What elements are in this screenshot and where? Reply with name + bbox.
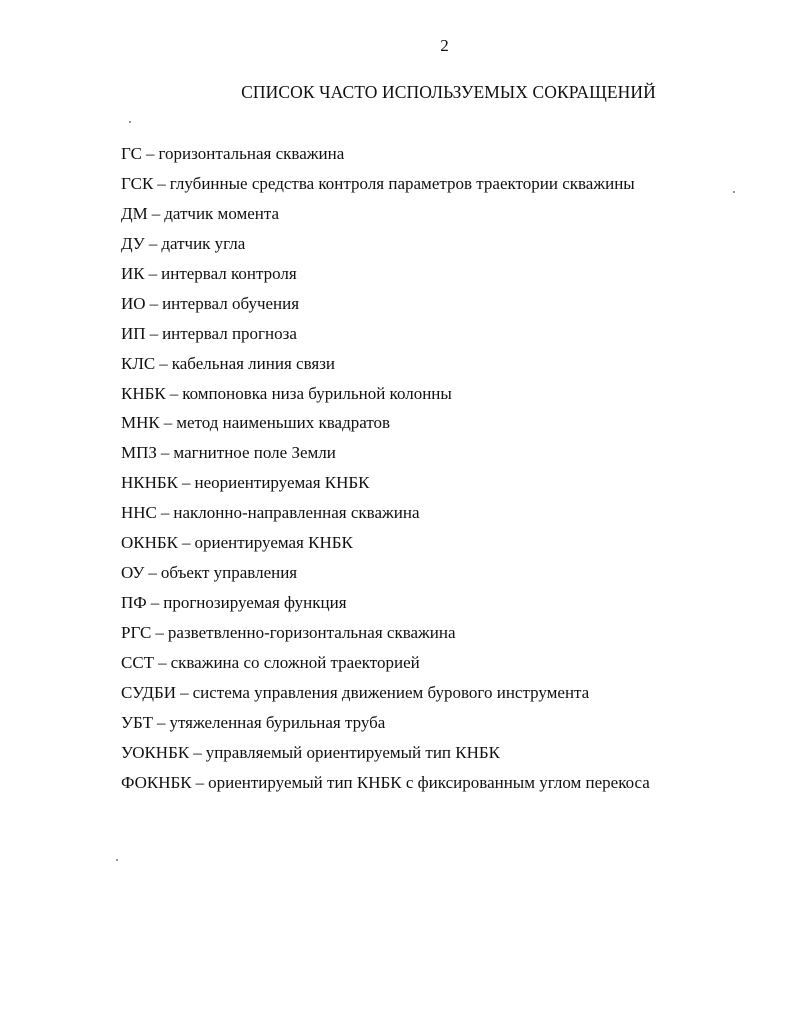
abbreviation: ГСК [121, 173, 154, 193]
list-item [121, 681, 650, 711]
abbreviation-list [121, 142, 650, 801]
separator-dash: – [145, 144, 155, 163]
abbreviation: ГС [121, 144, 142, 163]
list-item [121, 172, 650, 202]
separator-dash: – [150, 593, 160, 613]
separator-dash: – [157, 173, 166, 193]
list-item [121, 202, 650, 232]
abbreviation-meaning: объект управления [160, 563, 298, 583]
list-item [121, 382, 650, 412]
separator-dash: – [182, 473, 191, 493]
abbreviation-meaning: ориентируемый тип КНБК с фиксированным углом перекоса [208, 772, 650, 792]
list-item [121, 441, 650, 471]
separator-dash: – [195, 772, 205, 792]
abbreviation: ПФ [121, 593, 147, 613]
abbreviation-meaning: неориентируемая КНБК [194, 473, 370, 493]
abbreviation-meaning: магнитное поле Земли [173, 443, 336, 463]
abbreviation-meaning: метод наименьших квадратов [176, 413, 391, 433]
abbreviation-meaning: ориентируемая КНБК [194, 533, 353, 553]
list-item [121, 771, 650, 801]
abbreviation: КНБК [121, 383, 166, 403]
list-item [121, 292, 650, 322]
list-item [121, 561, 650, 591]
abbreviation-meaning: прогнозируемая функция [163, 593, 347, 613]
separator-dash: – [155, 623, 164, 642]
separator-dash: – [160, 503, 170, 523]
list-item [121, 262, 650, 292]
list-item [121, 501, 650, 531]
abbreviation: ОКНБК [121, 533, 178, 553]
abbreviation: КЛС [121, 353, 156, 373]
abbreviation-meaning: датчик момента [164, 203, 280, 223]
abbreviation: НКНБК [121, 473, 178, 493]
separator-dash: – [159, 353, 168, 373]
abbreviation: ОУ [121, 563, 145, 583]
separator-dash: – [148, 563, 157, 583]
abbreviation-meaning: разветвленно-горизонтальная скважина [167, 623, 456, 642]
abbreviation: ФОКНБК [121, 772, 192, 792]
list-item [121, 711, 650, 741]
separator-dash: – [180, 682, 189, 702]
list-item [121, 471, 650, 501]
list-item [121, 232, 650, 262]
separator-dash: – [160, 443, 170, 463]
abbreviation: ИО [121, 293, 146, 313]
abbreviation-meaning: датчик угла [161, 233, 246, 253]
abbreviation: ДУ [121, 233, 145, 253]
separator-dash: – [149, 293, 159, 313]
separator-dash: – [148, 233, 158, 253]
page-title: СПИСОК ЧАСТО ИСПОЛЬЗУЕМЫХ СОКРАЩЕНИЙ [241, 82, 656, 102]
separator-dash: – [163, 413, 173, 433]
page-number: 2 [440, 36, 449, 55]
abbreviation-meaning: интервал контроля [161, 263, 297, 283]
abbreviation-meaning: компоновка низа бурильной колонны [182, 383, 452, 403]
separator-dash: – [156, 712, 166, 732]
separator-dash: – [158, 652, 167, 672]
abbreviation: ННС [121, 503, 157, 523]
list-item [121, 531, 650, 561]
separator-dash: – [149, 323, 159, 343]
list-item [121, 651, 650, 681]
separator-dash: – [148, 263, 158, 283]
abbreviation-meaning: управляемый ориентируемый тип КНБК [205, 742, 500, 762]
abbreviation: ССТ [121, 652, 155, 672]
list-item [121, 741, 650, 771]
list-item [121, 411, 650, 441]
abbreviation: УОКНБК [121, 742, 190, 762]
abbreviation: МНК [121, 413, 160, 433]
abbreviation-meaning: утяжеленная бурильная труба [169, 712, 386, 732]
abbreviation: РГС [121, 623, 152, 642]
abbreviation-meaning: интервал прогноза [162, 323, 297, 343]
abbreviation-meaning: глубинные средства контроля параметров траектории скважины [169, 173, 635, 193]
scan-speck [733, 191, 735, 193]
list-item [121, 591, 650, 621]
abbreviation-meaning: кабельная линия связи [171, 353, 336, 373]
list-item [121, 352, 650, 382]
list-item [121, 322, 650, 352]
abbreviation-meaning: наклонно-направленная скважина [173, 503, 420, 523]
abbreviation: ИП [121, 323, 146, 343]
abbreviation: УБТ [121, 712, 153, 732]
abbreviation: ИК [121, 263, 145, 283]
separator-dash: – [193, 742, 202, 762]
list-item [121, 142, 650, 172]
abbreviation-meaning: скважина со сложной траекторией [170, 652, 420, 672]
abbreviation-meaning: интервал обучения [162, 293, 300, 313]
scan-speck [116, 859, 118, 861]
scan-speck [129, 121, 131, 123]
separator-dash: – [169, 383, 179, 403]
abbreviation: МПЗ [121, 443, 157, 463]
abbreviation: ДМ [121, 203, 148, 223]
separator-dash: – [182, 533, 191, 553]
abbreviation-meaning: горизонтальная скважина [158, 144, 345, 163]
separator-dash: – [151, 203, 161, 223]
abbreviation-meaning: система управления движением бурового инструмента [192, 682, 590, 702]
abbreviation: СУДБИ [121, 682, 177, 702]
list-item [121, 621, 650, 651]
